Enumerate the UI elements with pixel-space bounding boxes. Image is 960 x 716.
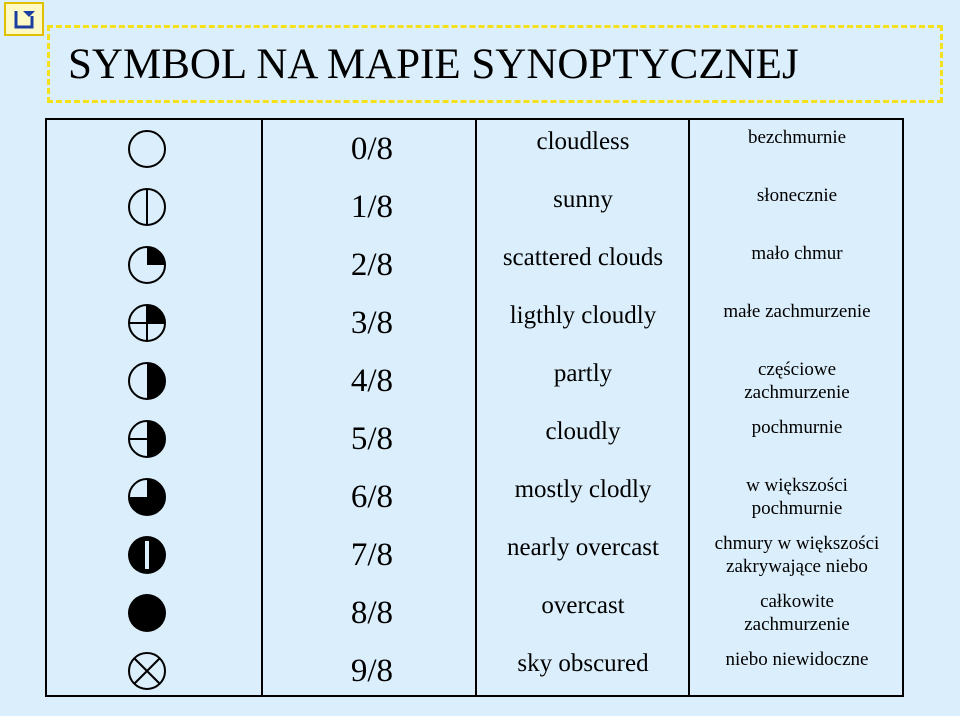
fraction-label: 6/8 [350,479,393,515]
english-label: scattered clouds [502,244,664,271]
polish-label: niebo niewidoczne [725,649,869,670]
cloud-cover-0-8-icon [127,131,167,167]
table-row [47,468,902,526]
polish-label: bezchmurnie [747,127,847,148]
fraction-label: 4/8 [350,363,393,399]
fraction-label: 9/8 [350,653,393,689]
cloud-cover-3-8-icon [127,305,167,341]
cloud-cover-4-8-icon [127,363,167,399]
english-label: cloudly [545,418,621,445]
title-frame [47,25,943,103]
polish-label: w większości pochmurnie [746,475,848,519]
fraction-label: 0/8 [350,131,393,167]
english-label: sunny [553,186,613,213]
fraction-label: 3/8 [350,305,393,341]
cloud-cover-6-8-icon [127,479,167,515]
english-label: overcast [541,592,625,619]
page-title: SYMBOL NA MAPIE SYNOPTYCZNEJ [68,40,799,88]
table-row [47,584,902,642]
cloud-cover-table [45,118,904,697]
table-row [47,352,902,410]
polish-label: chmury w większości zakrywające niebo [714,533,880,577]
cloud-cover-1-8-icon [127,189,167,225]
polish-label: całkowite zachmurzenie [744,591,850,635]
english-label: cloudless [536,128,630,155]
fraction-label: 8/8 [350,595,393,631]
fraction-label: 1/8 [350,189,393,225]
table-row [47,410,902,468]
back-button[interactable] [4,2,44,36]
cloud-cover-8-8-icon [127,595,167,631]
table-row [47,642,902,700]
english-label: partly [553,360,613,387]
english-label: sky obscured [517,650,649,677]
table-row [47,526,902,584]
polish-label: pochmurnie [751,417,843,438]
english-label: mostly clodly [514,476,652,503]
polish-label: małe zachmurzenie [723,301,871,322]
fraction-label: 7/8 [350,537,393,573]
polish-label: słonecznie [756,185,838,206]
english-label: ligthly cloudly [509,302,657,329]
table-row [47,120,902,178]
cloud-cover-5-8-icon [127,421,167,457]
cloud-cover-7-8-icon [127,537,167,573]
table-row [47,236,902,294]
fraction-label: 5/8 [350,421,393,457]
cloud-cover-2-8-icon [127,247,167,283]
table-row [47,294,902,352]
fraction-label: 2/8 [350,247,393,283]
polish-label: częściowe zachmurzenie [744,359,850,403]
polish-label: mało chmur [751,243,843,264]
table-row [47,178,902,236]
english-label: nearly overcast [506,534,659,561]
sky-obscured-icon [127,653,167,689]
return-arrow-icon [12,7,36,31]
